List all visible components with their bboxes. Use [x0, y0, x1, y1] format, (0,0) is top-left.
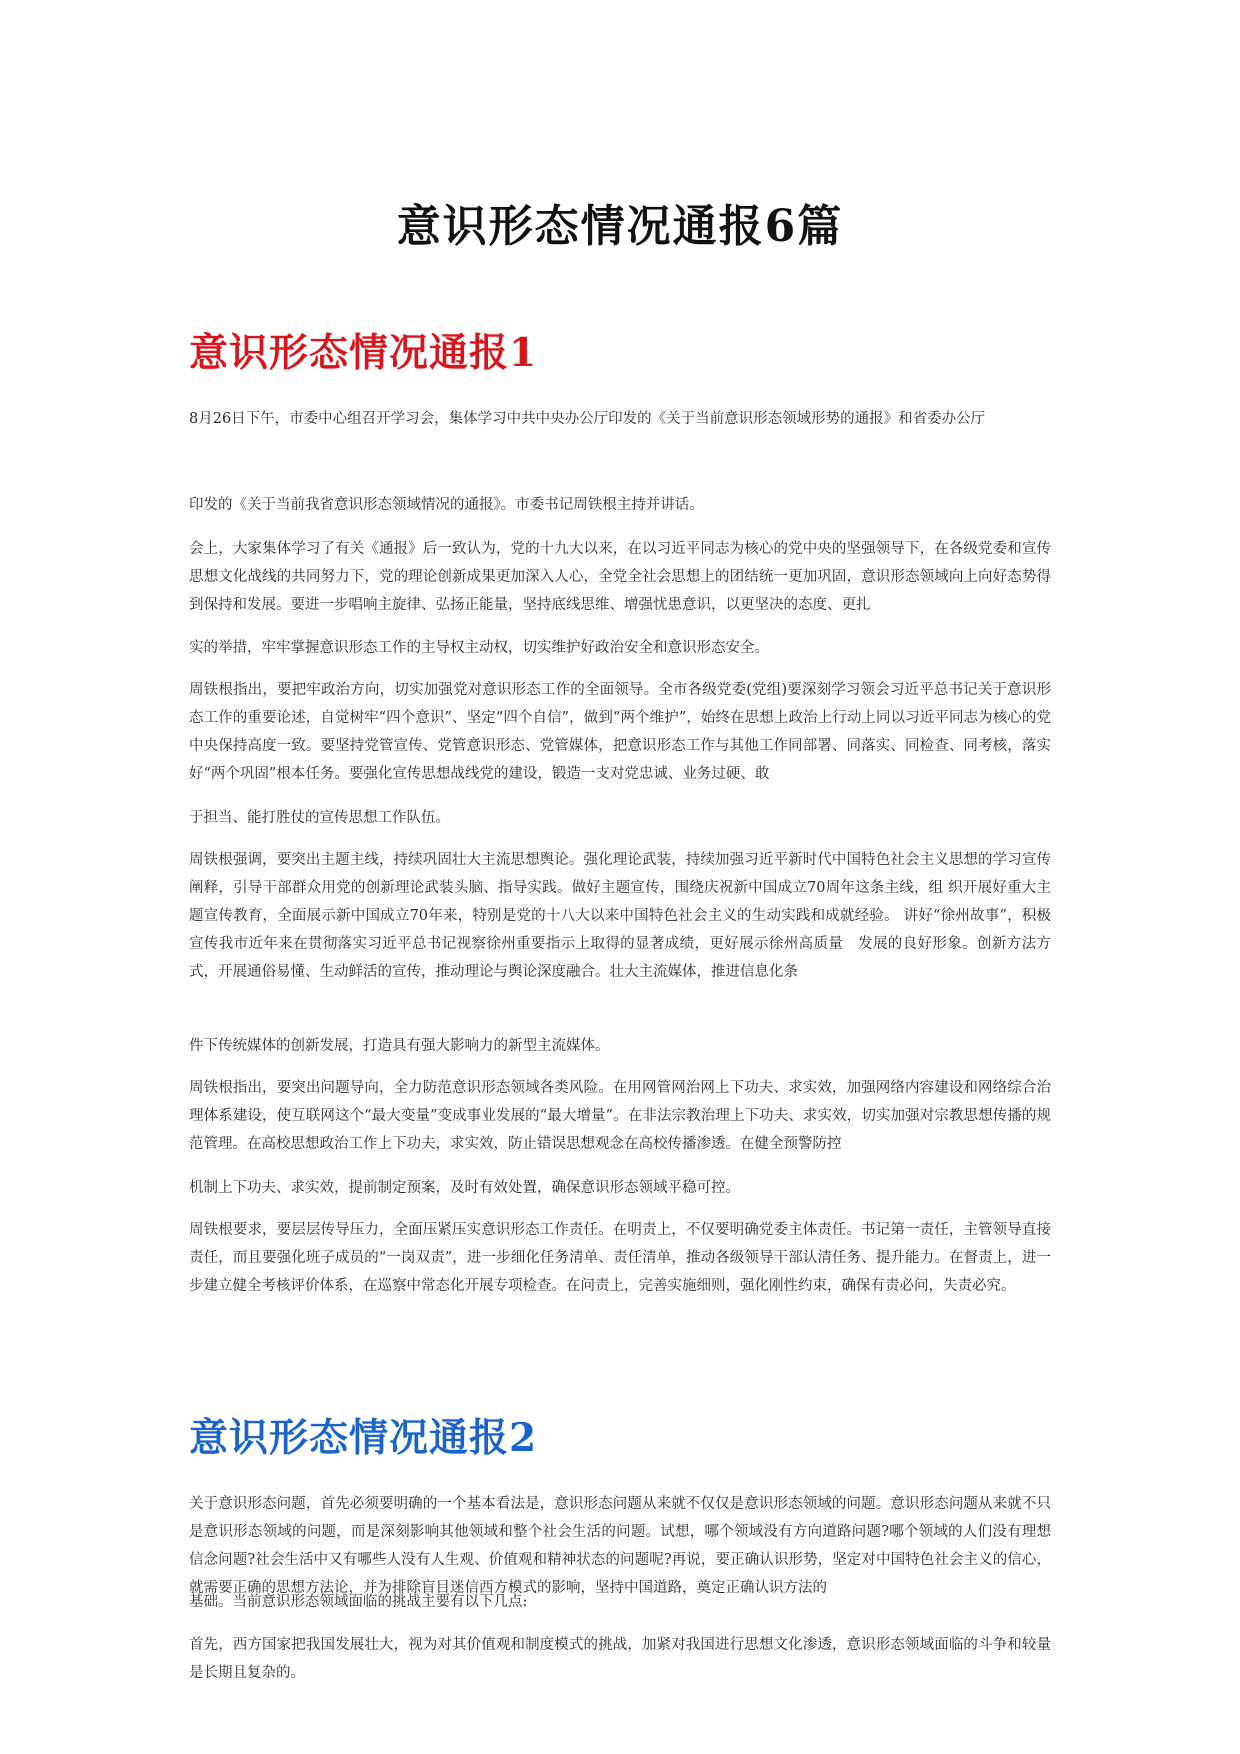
- section-2-paragraph-1: 关于意识形态问题，首先必须要明确的一个基本看法是，意识形态问题从来就不仅仅是意识形态领域的问题。意识形态问题从来就不只是意识形态领域的问题，而是深刻影响其他领域和整个社会生活的问题。试想，哪个领域没有方向道路问题?哪个领域的人们没有理想信念问题?社会生活中又有哪些人没有人生观、价值观和精神状态的问题呢?再说，要正确认识形势，坚定对中国特色社会主义的信心，就需要正确的思想方法论，并为排除盲目迷信西方模式的影响，坚持中国道路，奠定正确认识方法的: [189, 1496, 1051, 1596]
- section-1-paragraph-9: 周铁根指出，要突出问题导向，全力防范意识形态领域各类风险。在用网管网治网上下功夫、求实效，加强网络内容建设和网络综合治理体系建设，使互联网这个“最大变量”变成事业发展的“最大增量”。在非法宗教治理上下功夫、求实效，切实加强对宗教思想传播的规范管理。在高校思想政治工作上下功夫，求实效，防止错误思想观念在高校传播渗透。在健全预警防控: [189, 1080, 1051, 1152]
- section-1-paragraph-5: 周铁根指出，要把牢政治方向，切实加强党对意识形态工作的全面领导。全市各级党委(党组)要深刻学习领会习近平总书记关于意识形态工作的重要论述，自觉树牢“四个意识”、坚定“四个自信”，做到“两个维护”，始终在思想上政治上行动上同以习近平同志为核心的党中央保持高度一致。要坚持党管宣传、党管意识形态、党管媒体，把意识形态工作与其他工作同部署、同落实、同检查、同考核，落实好“两个巩固”根本任务。要强化宣传思想战线党的建设，锻造一支对党忠诚、业务过硬、敢: [189, 682, 1051, 782]
- section-1-paragraph-3: 会上，大家集体学习了有关《通报》后一致认为，党的十九大以来，在以习近平同志为核心的党中央的坚强领导下，在各级党委和宣传思想文化战线的共同努力下，党的理论创新成果更加深入人心，全党全社会思想上的团结统一更加巩固，意识形态领域向上向好态势得到保持和发展。要进一步唱响主旋律、弘扬正能量，坚持底线思维、增强忧患意识，以更坚决的态度、更扎: [189, 541, 1051, 613]
- section-2-paragraph-2: 基础。当前意识形态领域面临的挑战主要有以下几点:: [189, 1594, 528, 1610]
- section-1-paragraph-1: 8月26日下午，市委中心组召开学习会，集体学习中共中央办公厅印发的《关于当前意识形态领域形势的通报》和省委办公厅: [189, 411, 986, 427]
- section-2-paragraph-3: 首先，西方国家把我国发展壮大，视为对其价值观和制度模式的挑战，加紧对我国进行思想文化渗透，意识形态领域面临的斗争和较量是长期且复杂的。: [189, 1637, 1051, 1681]
- section-1-paragraph-6: 于担当、能打胜仗的宣传思想工作队伍。: [189, 810, 450, 826]
- document-title: 意识形态情况通报6篇: [396, 201, 844, 253]
- section-1-paragraph-2: 印发的《关于当前我省意识形态领域情况的通报》。市委书记周铁根主持并讲话。: [189, 497, 704, 513]
- section-heading-2: 意识形态情况通报2: [189, 1415, 538, 1462]
- section-heading-1: 意识形态情况通报1: [189, 330, 538, 377]
- section-1-paragraph-4: 实的举措，牢牢掌握意识形态工作的主导权主动权，切实维护好政治安全和意识形态安全。: [189, 640, 769, 656]
- section-1-paragraph-8: 件下传统媒体的创新发展，打造具有强大影响力的新型主流媒体。: [189, 1038, 610, 1054]
- section-1-paragraph-10: 机制上下功夫、求实效，提前制定预案，及时有效处置，确保意识形态领域平稳可控。: [189, 1180, 740, 1196]
- section-1-paragraph-11: 周铁根要求，要层层传导压力，全面压紧压实意识形态工作责任。在明责上，不仅要明确党委主体责任。书记第一责任，主管领导直接责任，而且要强化班子成员的“一岗双责”，进一步细化任务清单、责任清单，推动各级领导干部认清任务、提升能力。在督责上，进一步建立健全考核评价体系，在巡察中常态化开展专项检查。在问责上，完善实施细则，强化刚性约束，确保有责必问，失责必究。: [189, 1222, 1051, 1294]
- section-1-paragraph-7: 周铁根强调，要突出主题主线，持续巩固壮大主流思想舆论。强化理论武装，持续加强习近平新时代中国特色社会主义思想的学习宣传阐释，引导干部群众用党的创新理论武装头脑、指导实践。做好主题宣传，围绕庆祝新中国成立70周年这条主线，组 织开展好重大主题宣传教育，全面展示新中国成立70年来，特别是党的十八大以来中国特色社会主义的生动实践和成就经验。 讲好“徐州故事”，积极宣传我市近年来在贯彻落实习近平总书记视察徐州重要指示上取得的显著成绩，更好展示徐州高质量 发展的良好形象。创新方法方式，开展通俗易懂、生动鲜活的宣传，推动理论与舆论深度融合。壮大主流媒体，推进信息化条: [189, 852, 1051, 980]
